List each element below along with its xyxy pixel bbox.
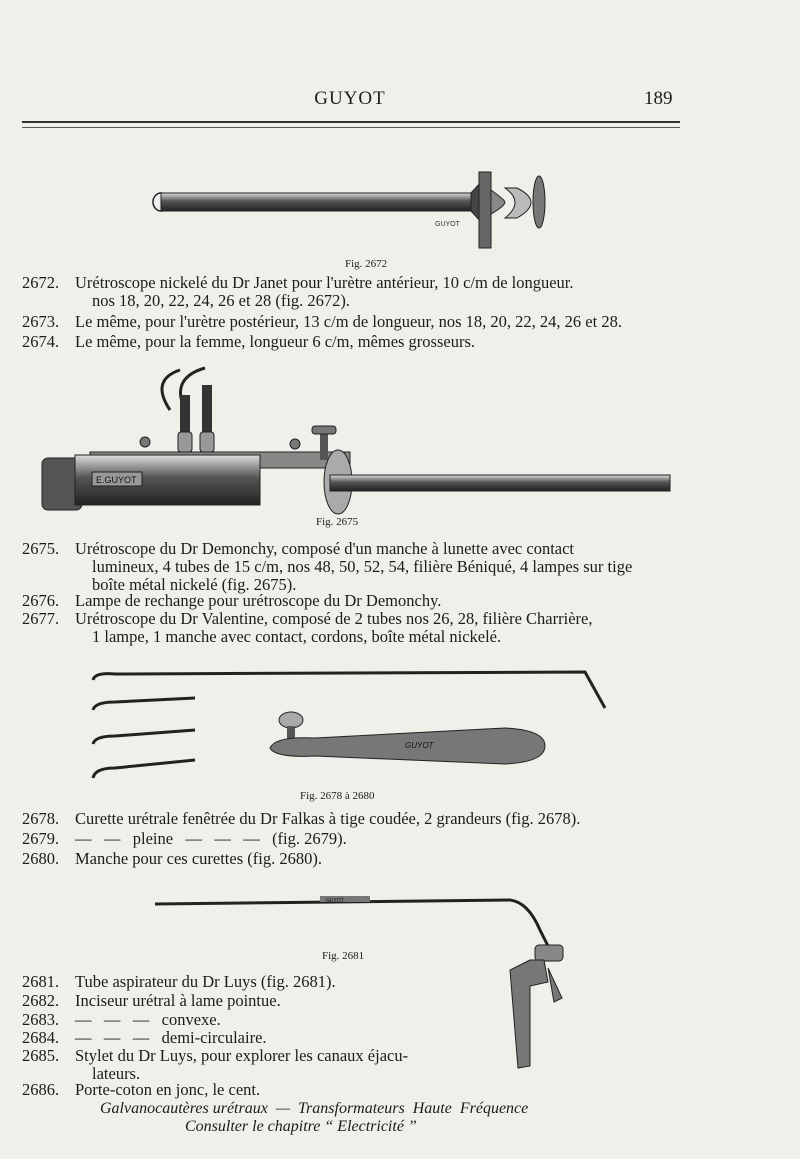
entry-text-line: 1 lampe, 1 manche avec contact, cordons, boîte métal nickelé. (92, 627, 502, 646)
entry-2686 (22, 1081, 682, 1099)
entry-text-line: Stylet du Dr Luys, pour explorer les canaux éjacu- (75, 1046, 409, 1065)
figure-caption-2675: Fig. 2675 (316, 516, 359, 528)
entry-number: 2673. (22, 312, 60, 331)
entry-2672 (22, 274, 682, 310)
entry-2679 (22, 830, 682, 848)
header-rule (22, 121, 680, 123)
page-number: 189 (644, 88, 673, 109)
entry-number: 2684. (22, 1028, 60, 1047)
entry-number: 2679. (22, 829, 60, 848)
entry-text-line: nos 18, 20, 22, 24, 26 et 28 (fig. 2672). (92, 291, 351, 310)
entry-text-line: Manche pour ces curettes (fig. 2680). (75, 849, 322, 868)
entry-text-line: lateurs. (92, 1064, 141, 1083)
entry-text-line: lumineux, 4 tubes de 15 c/m, nos 48, 50, 52, 54, filière Béniqué, 4 lampes sur tige (92, 557, 633, 576)
entry-number: 2682. (22, 991, 60, 1010)
entry-text-line: Porte-coton en jonc, le cent. (75, 1080, 261, 1099)
entry-2677 (22, 610, 682, 646)
footer-note-line-1: Galvanocautères urétraux — Transformateurs Haute Fréquence (100, 1100, 529, 1117)
entry-text-line: — — — demi-circulaire. (75, 1028, 267, 1047)
entry-2683 (22, 1011, 682, 1029)
entry-number: 2674. (22, 332, 60, 351)
maker-mark-2680: GUYOT (405, 741, 434, 750)
entry-2676 (22, 592, 682, 610)
maker-mark-2681: GUYOT (326, 898, 344, 904)
entry-number: 2685. (22, 1046, 60, 1065)
entry-number: 2677. (22, 609, 60, 628)
entry-text-line: — — — convexe. (75, 1010, 221, 1029)
entry-2685 (22, 1047, 682, 1083)
entry-number: 2675. (22, 539, 60, 558)
entry-text-line: Urétroscope du Dr Valentine, composé de 2 tubes nos 26, 28, filière Charrière, (75, 609, 593, 628)
maker-mark-2672: GUYOT (435, 221, 460, 228)
entry-text-line: Urétroscope nickelé du Dr Janet pour l'urètre antérieur, 10 c/m de longueur. (75, 273, 574, 292)
entry-text-line: Le même, pour la femme, longueur 6 c/m, mêmes grosseurs. (75, 332, 476, 351)
figure-2678-2680-curettes (85, 660, 615, 790)
entry-text-line: Urétroscope du Dr Demonchy, composé d'un manche à lunette avec contact (75, 539, 575, 558)
entry-number: 2676. (22, 591, 60, 610)
entry-2674 (22, 333, 682, 351)
entry-2680 (22, 850, 682, 868)
entry-2678 (22, 810, 682, 828)
figure-caption-2681: Fig. 2681 (322, 950, 365, 962)
figure-caption-2678: Fig. 2678 à 2680 (300, 790, 375, 802)
entry-number: 2680. (22, 849, 60, 868)
footer-note-line-2: Consulter le chapitre “ Electricité ” (185, 1118, 417, 1135)
entry-2673 (22, 313, 682, 331)
figure-2672-urethroscope (145, 160, 555, 260)
entry-text-line: — — pleine — — — (fig. 2679). (75, 829, 347, 848)
entry-text-line: Curette urétrale fenêtrée du Dr Falkas à tige coudée, 2 grandeurs (fig. 2678). (75, 809, 581, 828)
entry-text-line: Le même, pour l'urètre postérieur, 13 c/m de longueur, nos 18, 20, 22, 24, 26 et 28. (75, 312, 622, 331)
header-rule-thin (22, 127, 680, 128)
entry-text-line: Inciseur urétral à lame pointue. (75, 991, 281, 1010)
figure-caption-2672: Fig. 2672 (345, 258, 388, 270)
entry-2681 (22, 973, 682, 991)
entry-number: 2683. (22, 1010, 60, 1029)
maker-mark-2675: E.GUYOT (96, 475, 137, 485)
figure-2675-urethroscope-demonchy (30, 360, 680, 520)
entry-text-line: Tube aspirateur du Dr Luys (fig. 2681). (75, 972, 336, 991)
entry-number: 2681. (22, 972, 60, 991)
entry-2675 (22, 540, 682, 594)
entry-2684 (22, 1029, 682, 1047)
running-header-title: GUYOT (314, 88, 386, 109)
entry-number: 2678. (22, 809, 60, 828)
entry-number: 2672. (22, 273, 60, 292)
entry-text-line: boîte métal nickelé (fig. 2675). (92, 575, 297, 594)
entry-text-line: Lampe de rechange pour urétroscope du Dr Demonchy. (75, 591, 442, 610)
entry-2682 (22, 992, 682, 1010)
entry-number: 2686. (22, 1080, 60, 1099)
